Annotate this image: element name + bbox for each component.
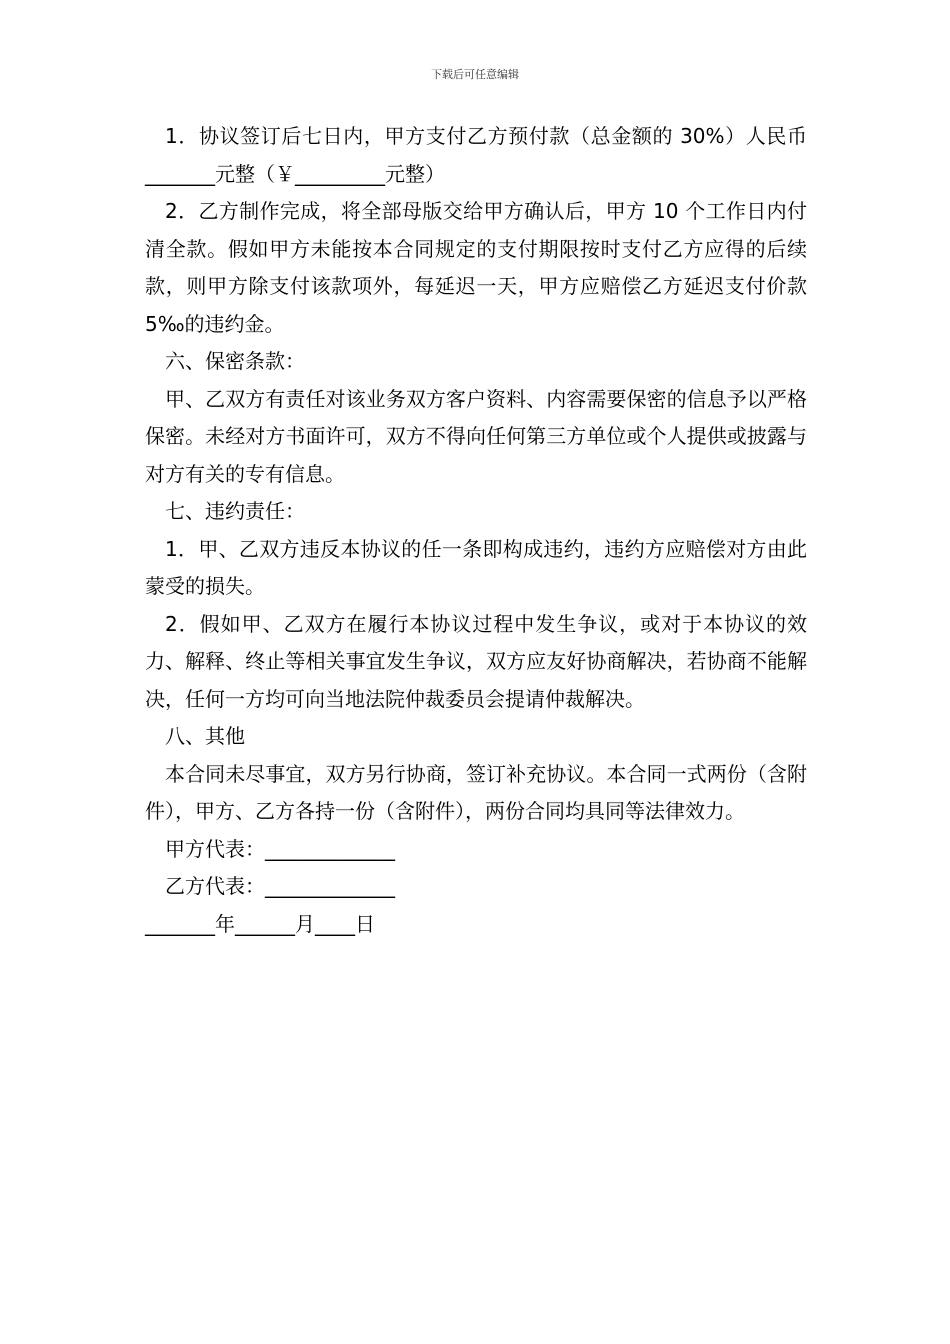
breach-clause-1: 1．甲、乙双方违反本协议的任一条即构成违约，违约方应赔偿对方由此蒙受的损失。 <box>145 536 807 598</box>
section-heading-breach: 七、违约责任： <box>165 499 305 523</box>
confidentiality-clause: 甲、乙双方有责任对该业务双方客户资料、内容需要保密的信息予以严格保密。未经对方书面许可，双方不得向任何第三方单位或个人提供或披露与对方有关的专有信息。 <box>145 386 807 486</box>
section-heading-other: 八、其他 <box>165 724 245 748</box>
party-b-signature-line: 乙方代表：_____________ <box>165 874 395 898</box>
section-heading-confidentiality: 六、保密条款： <box>165 349 305 373</box>
other-clause: 本合同未尽事宜，双方另行协商，签订补充协议。本合同一式两份（含附件），甲方、乙方各持一份（含附件），两份合同均具同等法律效力。 <box>145 761 807 823</box>
date-line: _______年______月____日 <box>145 911 375 936</box>
party-a-signature-line: 甲方代表：_____________ <box>165 836 395 861</box>
breach-clause-2: 2．假如甲、乙双方在履行本协议过程中发生争议，或对于本协议的效力、解释、终止等相关事宜发生争议，双方应友好协商解决，若协商不能解决，任何一方均可向当地法院仲裁委员会提请仲裁解决。 <box>145 611 807 711</box>
payment-clause-2: 2．乙方制作完成，将全部母版交给甲方确认后，甲方 10 个工作日内付清全款。假如甲方未能按本合同规定的支付期限按时支付乙方应得的后续款，则甲方除支付该款项外，每延迟一天，甲方应赔偿乙方延迟支付价款 5‰的违约金。 <box>145 199 807 336</box>
document-body <box>145 118 807 943</box>
page-header-note: 下载后可任意编辑 <box>431 68 519 81</box>
payment-clause-1: 1．协议签订后七日内，甲方支付乙方预付款（总金额的 30%）人民币_______元整（￥_________元整） <box>145 124 807 186</box>
